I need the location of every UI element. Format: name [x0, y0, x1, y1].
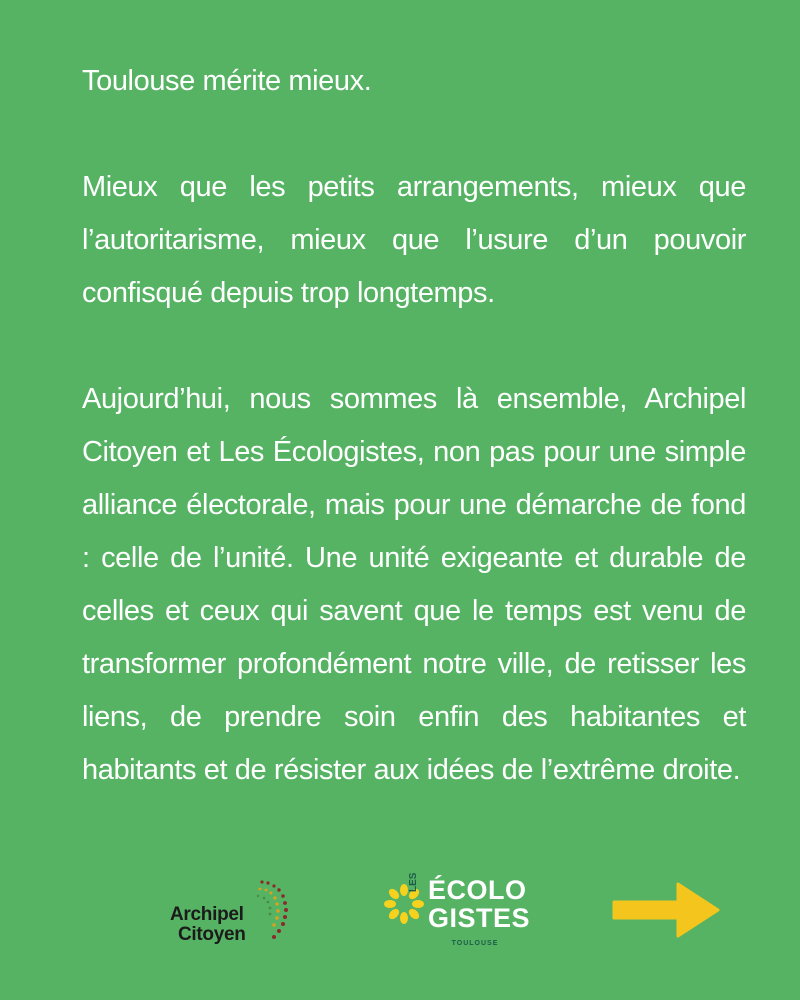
third-paragraph: Aujourd’hui, nous sommes là ensemble, Archipel Citoyen et Les Écologistes, non pas pour une simple alliance électorale, mais pour une démarche de fond : celle de l’unité. Une unité exigeante et durable de celles et ceux qui savent que le temps est venu de transformer profondément notre ville, de retisser les liens, de prendre soin enfin des habitantes et habitants et de résister aux idées de l’extrême droite. [82, 383, 746, 786]
second-paragraph: Mieux que les petits arrangements, mieux que l’autoritarisme, mieux que l’usure d’un pouvoir confisqué depuis trop longtemps. [82, 171, 746, 309]
ecologistes-subtitle: TOULOUSE [451, 940, 499, 947]
archipel-logo-line2: Citoyen [178, 924, 246, 945]
intro-paragraph: Toulouse mérite mieux. [82, 65, 372, 97]
archipel-logo-line1: Archipel [170, 904, 244, 925]
ecologistes-les-label: LES [408, 872, 419, 892]
les-ecologistes-logo [384, 870, 544, 970]
archipel-dots-icon [238, 876, 298, 948]
logo-footer [0, 862, 800, 972]
arrow-right-icon[interactable] [612, 880, 722, 940]
body-text [82, 55, 746, 797]
archipel-citoyen-logo [168, 876, 298, 948]
ecologistes-logo-line2: GISTES [428, 903, 531, 933]
ecologistes-logo-line1: ÉCOLO [428, 875, 527, 905]
